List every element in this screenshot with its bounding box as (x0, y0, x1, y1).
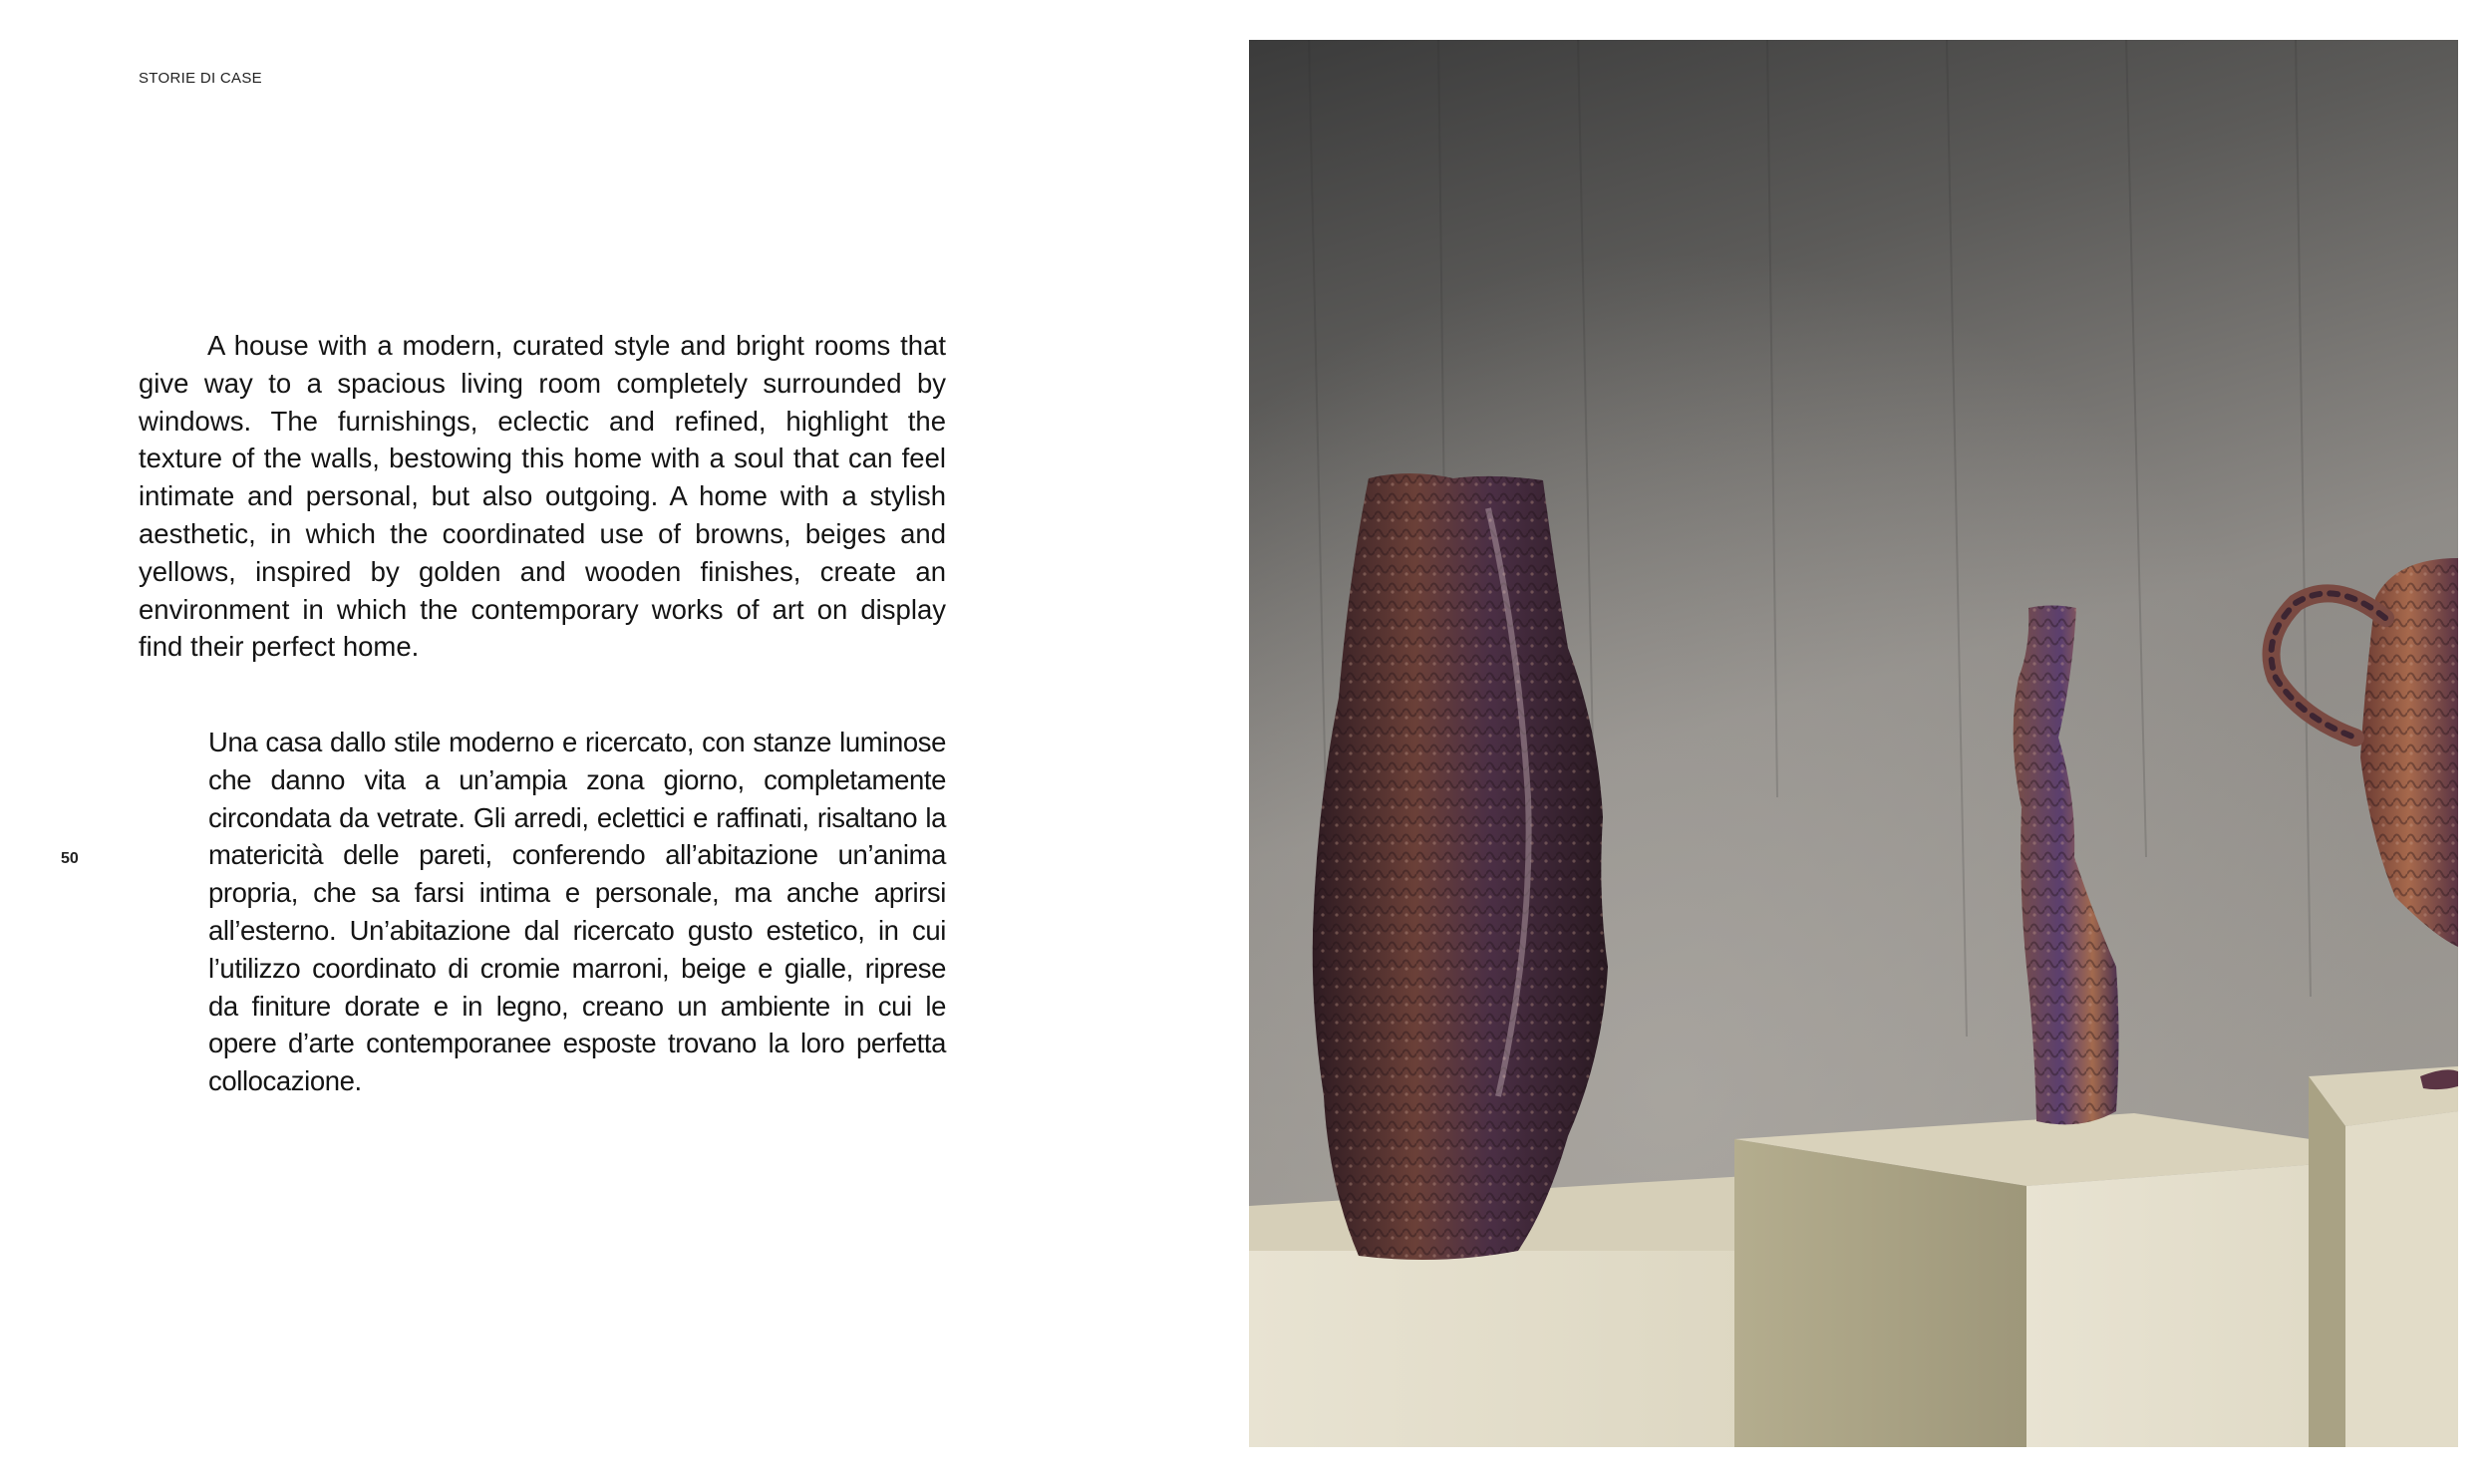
paragraph-english: A house with a modern, curated style and bright rooms that give way to a spacious living room completely surrounded by windows. The furnishings, eclectic and refined, highlight the texture of the walls, bestowing this home with a soul that can feel intimate and personal, but also outgoing. A home with a stylish aesthetic, in which the coordinated use of browns, beiges and yellows, inspired by golden and wooden finishes, create an environment in which the contemporary works of art on display find their perfect home. (139, 330, 946, 663)
section-label: STORIE DI CASE (139, 70, 262, 87)
page-number: 50 (61, 850, 79, 867)
paragraph-italian: Una casa dallo stile moderno e ricercato, con stanze luminose che danno vita a un’ampia zona giorno, completamente circondata da vetrate. Gli arredi, eclettici e raffinati, risaltano la matericità delle pareti, conferendo all’abitazione un’anima propria, che sa farsi intima e personale, ma anche aprirsi all’esterno. Un’abitazione dal ricercato gusto estetico, in cui l’utilizzo coordinato di cromie marroni, beige e gialle, riprese da finiture dorate e in legno, creano un ambiente in cui le opere d’arte contemporanee esposte trovano la loro perfetta collocazione. (208, 727, 946, 1097)
ceramic-vases-photo (1249, 40, 2458, 1447)
